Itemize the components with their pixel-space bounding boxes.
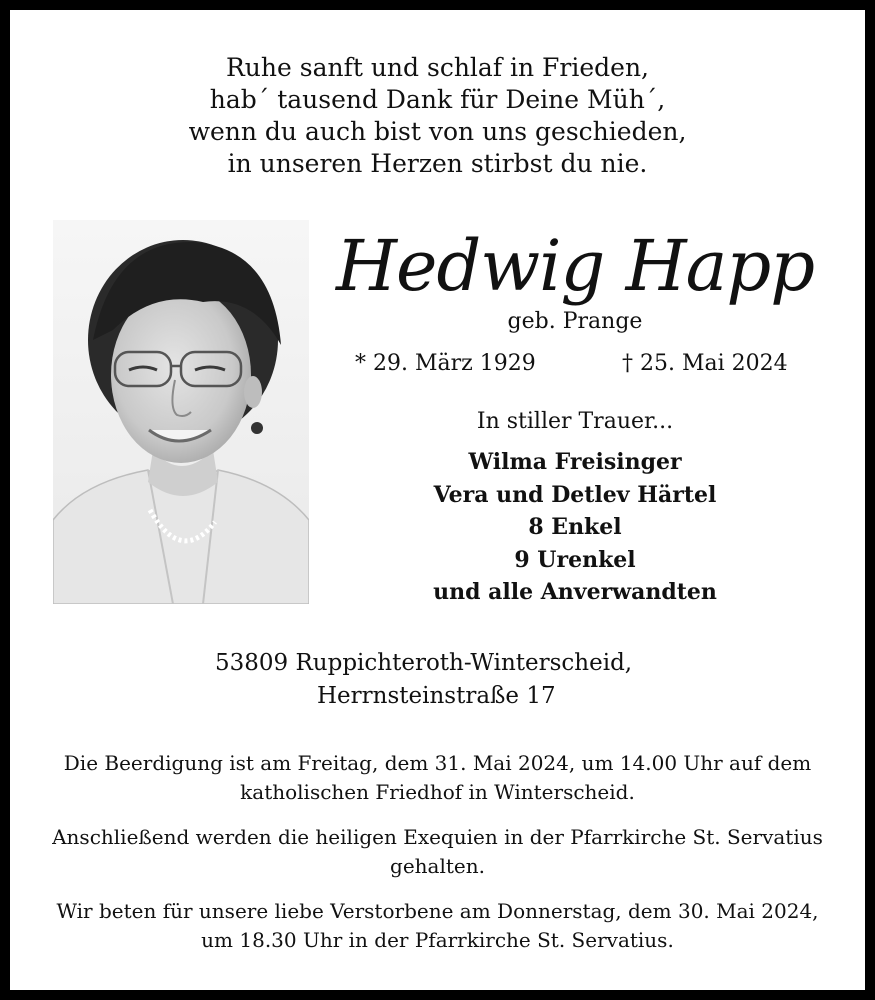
birth-date: * 29. März 1929 <box>355 351 536 376</box>
family-member: 9 Urenkel <box>514 546 636 573</box>
family-list <box>330 446 820 609</box>
portrait-photo <box>53 220 309 604</box>
family-member: und alle Anverwandten <box>433 579 717 605</box>
address <box>215 647 632 713</box>
poem-line: in unseren Herzen stirbst du nie. <box>227 149 648 178</box>
address-line-2: Herrnsteinstraße 17 <box>317 683 556 709</box>
family-member: 8 Enkel <box>528 514 622 540</box>
poem-line: hab´ tausend Dank für Deine Müh´, <box>209 85 666 114</box>
birth-name: geb. Prange <box>507 309 643 334</box>
poem-line: wenn du auch bist von uns geschieden, <box>188 117 687 146</box>
family-member: Wilma Freisinger <box>468 449 682 475</box>
exequies-notice: Anschließend werden die heiligen Exequien in der Pfarrkirche St. Servatius gehalten. <box>52 825 823 878</box>
family-member: Vera und Detlev Härtel <box>433 481 717 508</box>
poem <box>0 52 875 180</box>
deceased-name: Hedwig Happ <box>335 225 815 307</box>
mourning-intro: In stiller Trauer... <box>476 409 674 434</box>
poem-line: Ruhe sanft und schlaf in Frieden, <box>225 53 649 82</box>
address-line-1: 53809 Ruppichteroth-Winterscheid, <box>215 650 633 676</box>
prayer-notice: Wir beten für unsere liebe Verstorbene am Donnerstag, dem 30. Mai 2024, um 18.30 Uhr in der Pfarrkirche St. Servatius. <box>56 899 819 952</box>
portrait-photo-image <box>53 220 309 604</box>
funeral-notice: Die Beerdigung ist am Freitag, dem 31. Mai 2024, um 14.00 Uhr auf dem katholischen Friedhof in Winterscheid. <box>63 751 812 804</box>
death-date: † 25. Mai 2024 <box>622 351 788 376</box>
